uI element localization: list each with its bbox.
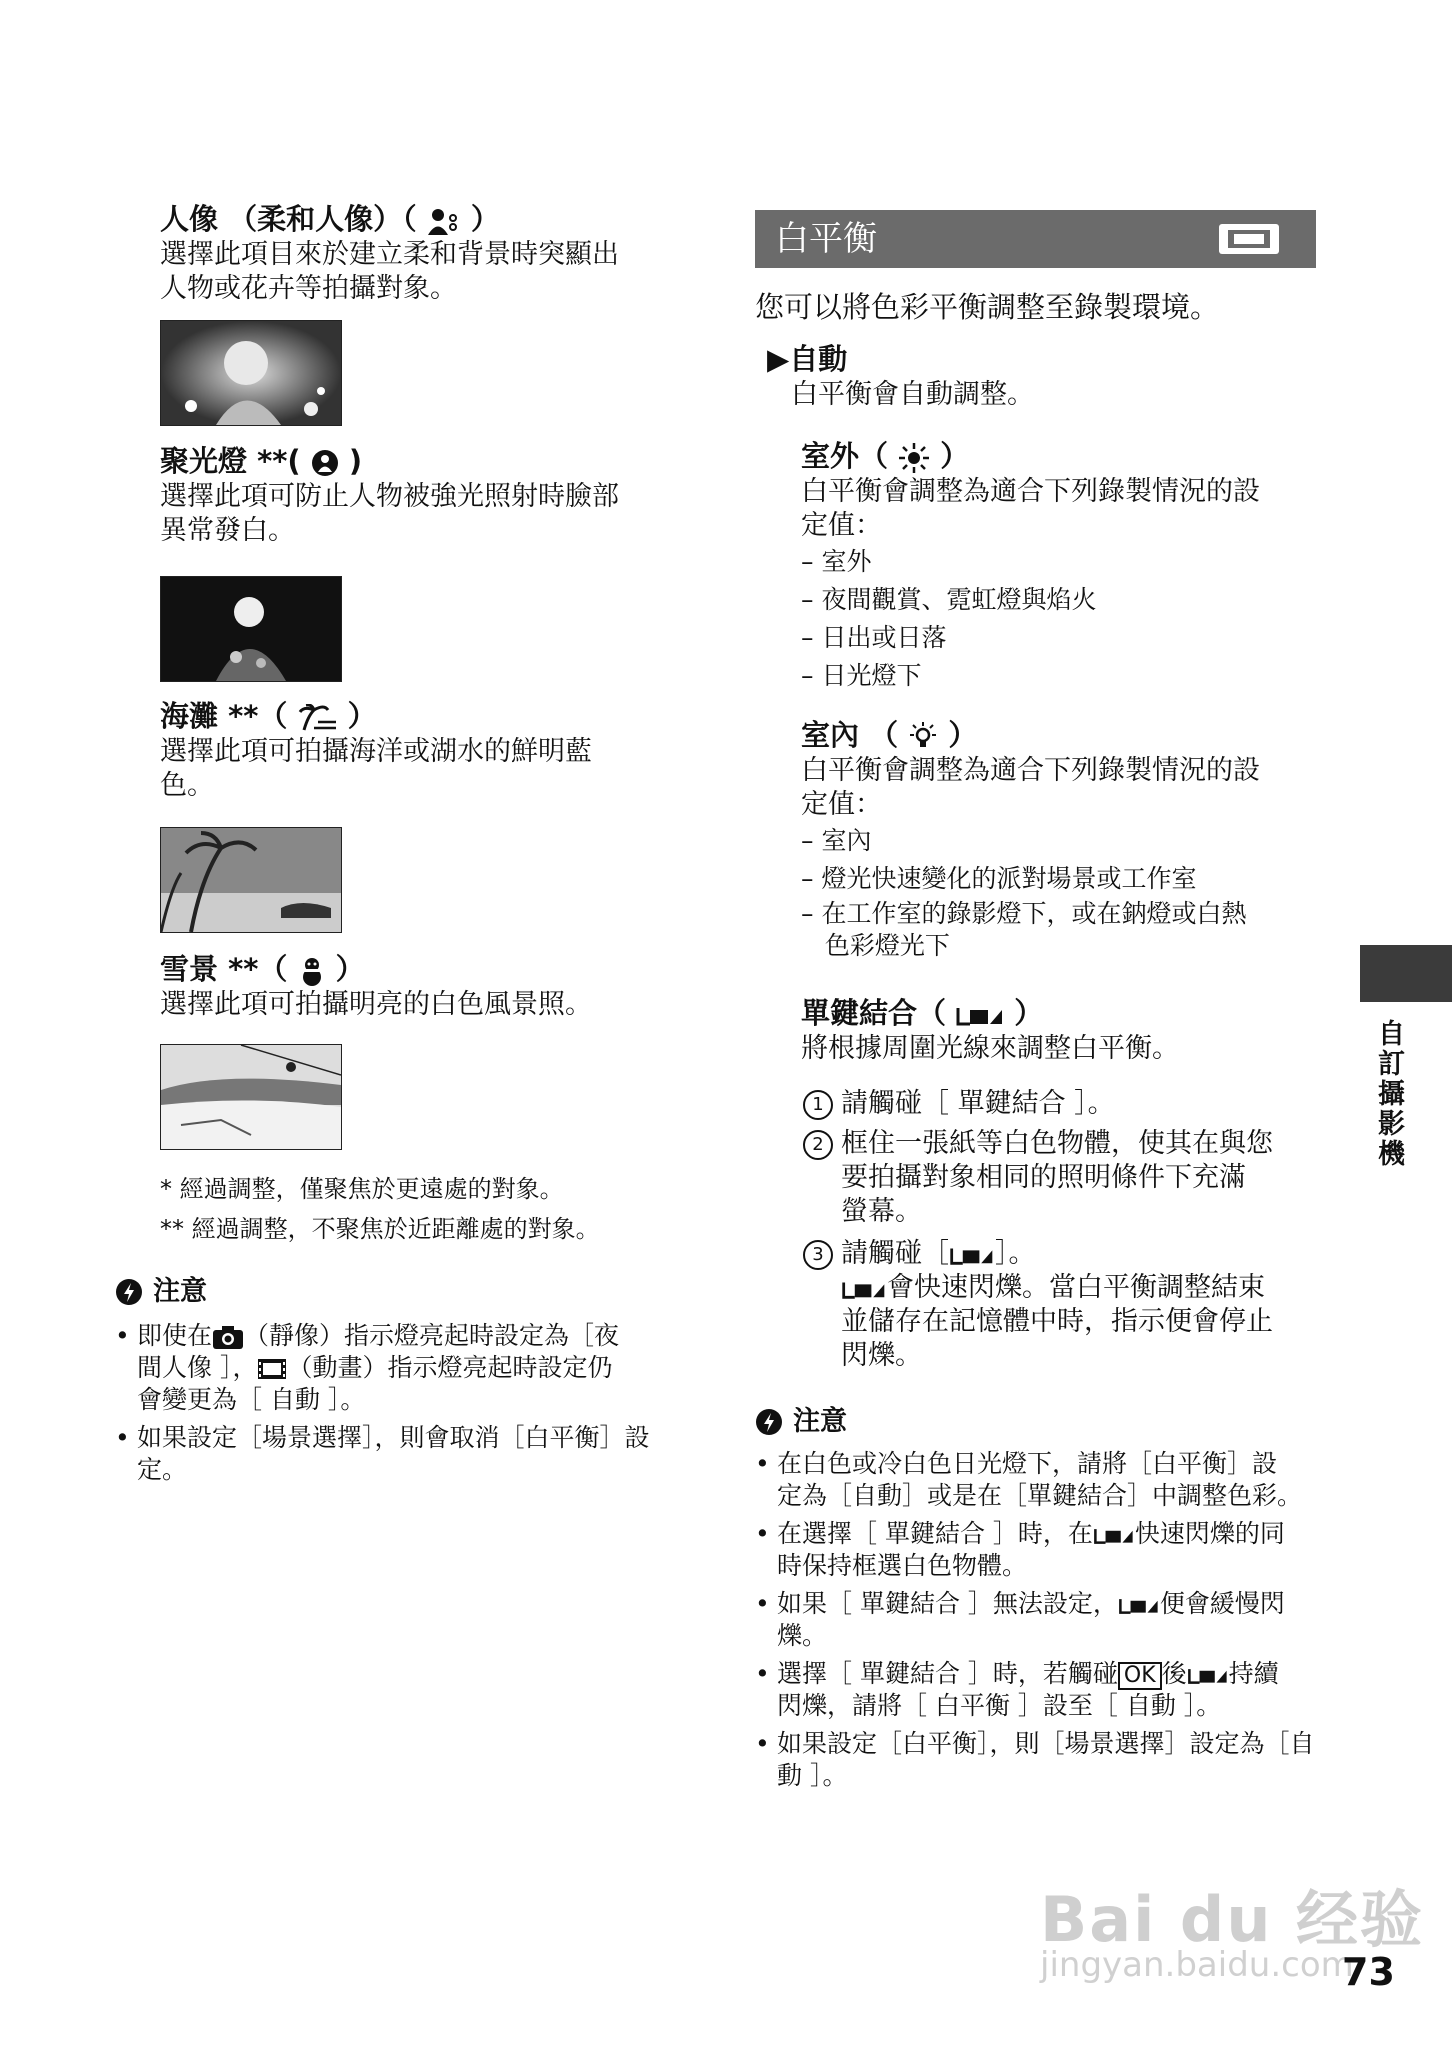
spotlight-desc-1: 選擇此項可防止人物被強光照射時臉部 — [160, 481, 619, 512]
watermark-brand: Bai du 经验 — [1040, 1883, 1425, 1956]
portrait-title: 人像 （柔和人像）（ ） — [160, 202, 500, 236]
beach-desc-2: 色。 — [160, 770, 214, 801]
snow-desc-1: 選擇此項可拍攝明亮的白色風景照。 — [160, 989, 592, 1020]
chapter-label: 自訂攝影機 — [1378, 1019, 1405, 1170]
spotlight-section — [160, 442, 680, 548]
indoor-desc-1: 白平衡會調整為適合下列錄製情況的設 — [801, 755, 1260, 786]
beach-desc-1: 選擇此項可拍攝海洋或湖水的鮮明藍 — [160, 736, 592, 767]
page-number: 73 — [1342, 1950, 1395, 1994]
beach-sample-photo — [160, 827, 342, 933]
right-note-2: • 在選擇［ 單鍵結合 ］時，在 快速閃爍的同 時保持框選白色物體。 — [755, 1518, 1320, 1582]
indoor-item: – 在工作室的錄影燈下，或在鈉燈或白熱 — [801, 899, 1247, 928]
outdoor-title: 室外（ ） — [801, 439, 970, 473]
movie-icon — [257, 1356, 287, 1382]
right-note-5: • 如果設定［白平衡］，則［場景選擇］設定為［自 動 ］。 — [755, 1728, 1320, 1792]
outdoor-section — [801, 437, 1321, 695]
caution-icon — [115, 1278, 143, 1306]
indoor-item: – 室內 — [801, 826, 872, 855]
step-3: 3 請觸碰［ ］。 會快速閃爍。當白平衡調整結束 並儲存在記憶體中時，指示便會停止 閃爍。 — [803, 1237, 1313, 1373]
banner-title: 白平衡 — [775, 219, 877, 259]
right-note-4: • 選擇［ 單鍵結合 ］時，若觸碰 OK 後 持續 閃爍，請將［ 白平衡 ］設至［ 自動 ］。 — [755, 1658, 1320, 1722]
spotlight-desc-2: 異常發白。 — [160, 515, 295, 546]
portrait-desc-1: 選擇此項目來於建立柔和背景時突顯出 — [160, 239, 619, 270]
bulb-icon — [908, 721, 938, 753]
indoor-desc-2: 定值： — [801, 789, 882, 820]
intro-text: 您可以將色彩平衡調整至錄製環境。 — [755, 290, 1220, 324]
onepush-section — [801, 994, 1321, 1066]
indoor-section — [801, 716, 1321, 962]
right-note-3: • 如果［ 單鍵結合 ］無法設定， 便會緩慢閃 爍。 — [755, 1588, 1320, 1652]
right-notes-list — [755, 1448, 1320, 1798]
sun-icon — [898, 442, 930, 474]
white-balance-banner — [755, 210, 1316, 268]
right-note-heading: 注意 — [755, 1405, 847, 1439]
outdoor-desc-2: 定值： — [801, 510, 882, 541]
one-push-wb-icon — [949, 1243, 995, 1267]
outdoor-desc-1: 白平衡會調整為適合下列錄製情況的設 — [801, 476, 1260, 507]
snow-title: 雪景 **（ ） — [160, 952, 365, 986]
outdoor-item: – 夜間觀賞、霓虹燈與焰火 — [801, 585, 1097, 614]
soft-portrait-icon — [427, 206, 461, 236]
camera-icon — [212, 1324, 244, 1350]
camera-mode-icon — [1216, 221, 1282, 257]
step-1: 1 請觸碰［ 單鍵結合 ］。 — [803, 1087, 1313, 1121]
auto-section — [767, 340, 1317, 412]
indoor-title: 室內 （ ） — [801, 718, 978, 752]
one-push-wb-icon — [1187, 1664, 1229, 1686]
footnote-2: ** 經過調整，不聚焦於近距離處的對象。 — [160, 1215, 600, 1243]
spotlight-title: 聚光燈 **( ) — [160, 444, 363, 478]
left-notes-list — [115, 1320, 690, 1492]
beach-icon — [298, 704, 338, 732]
indoor-item: – 燈光快速變化的派對場景或工作室 — [801, 864, 1197, 893]
left-note-heading: 注意 — [115, 1275, 207, 1309]
outdoor-item: – 室外 — [801, 547, 872, 576]
footnote-1: * 經過調整，僅聚焦於更遠處的對象。 — [160, 1175, 564, 1203]
snow-section — [160, 950, 680, 1022]
portrait-sample-photo — [160, 320, 342, 426]
portrait-section — [160, 200, 680, 306]
outdoor-item: – 日光燈下 — [801, 661, 922, 690]
caution-icon — [755, 1408, 783, 1436]
one-push-wb-icon — [1118, 1594, 1160, 1616]
onepush-desc: 將根據周圍光線來調整白平衡。 — [801, 1033, 1179, 1064]
snow-sample-photo — [160, 1044, 342, 1150]
chapter-tab — [1360, 945, 1452, 1002]
outdoor-item: – 日出或日落 — [801, 623, 947, 652]
one-push-wb-icon — [1093, 1524, 1135, 1546]
one-push-wb-icon — [841, 1277, 887, 1301]
onepush-title: 單鍵結合（ ） — [801, 996, 1044, 1030]
beach-section — [160, 697, 680, 803]
auto-desc: 白平衡會自動調整。 — [791, 379, 1034, 410]
left-note-2: • 如果設定［場景選擇］，則會取消［白平衡］設定。 — [115, 1422, 690, 1486]
right-note-1: • 在白色或冷白色日光燈下，請將［白平衡］設 定為［自動］或是在［單鍵結合］中調整色彩。 — [755, 1448, 1320, 1512]
indoor-item: 色彩燈光下 — [801, 931, 950, 960]
spotlight-sample-photo — [160, 576, 342, 682]
spotlight-icon — [311, 449, 339, 477]
ok-button-glyph: OK — [1118, 1662, 1162, 1690]
one-push-wb-icon — [956, 1002, 1004, 1028]
left-note-1: • 即使在 （靜像）指示燈亮起時設定為［夜 間人像 ］， （動畫）指示燈亮起時設定仍 會變更為［ 自動 ］。 — [115, 1320, 690, 1416]
watermark-url: jingyan.baidu.com — [1040, 1945, 1354, 1985]
portrait-desc-2: 人物或花卉等拍攝對象。 — [160, 273, 457, 304]
snowman-icon — [298, 956, 326, 986]
beach-title: 海灘 **（ ） — [160, 699, 377, 733]
auto-title: ▶自動 — [767, 342, 848, 376]
step-2: 2 框住一張紙等白色物體，使其在與您 要拍攝對象相同的照明條件下充滿 螢幕。 — [803, 1127, 1313, 1229]
